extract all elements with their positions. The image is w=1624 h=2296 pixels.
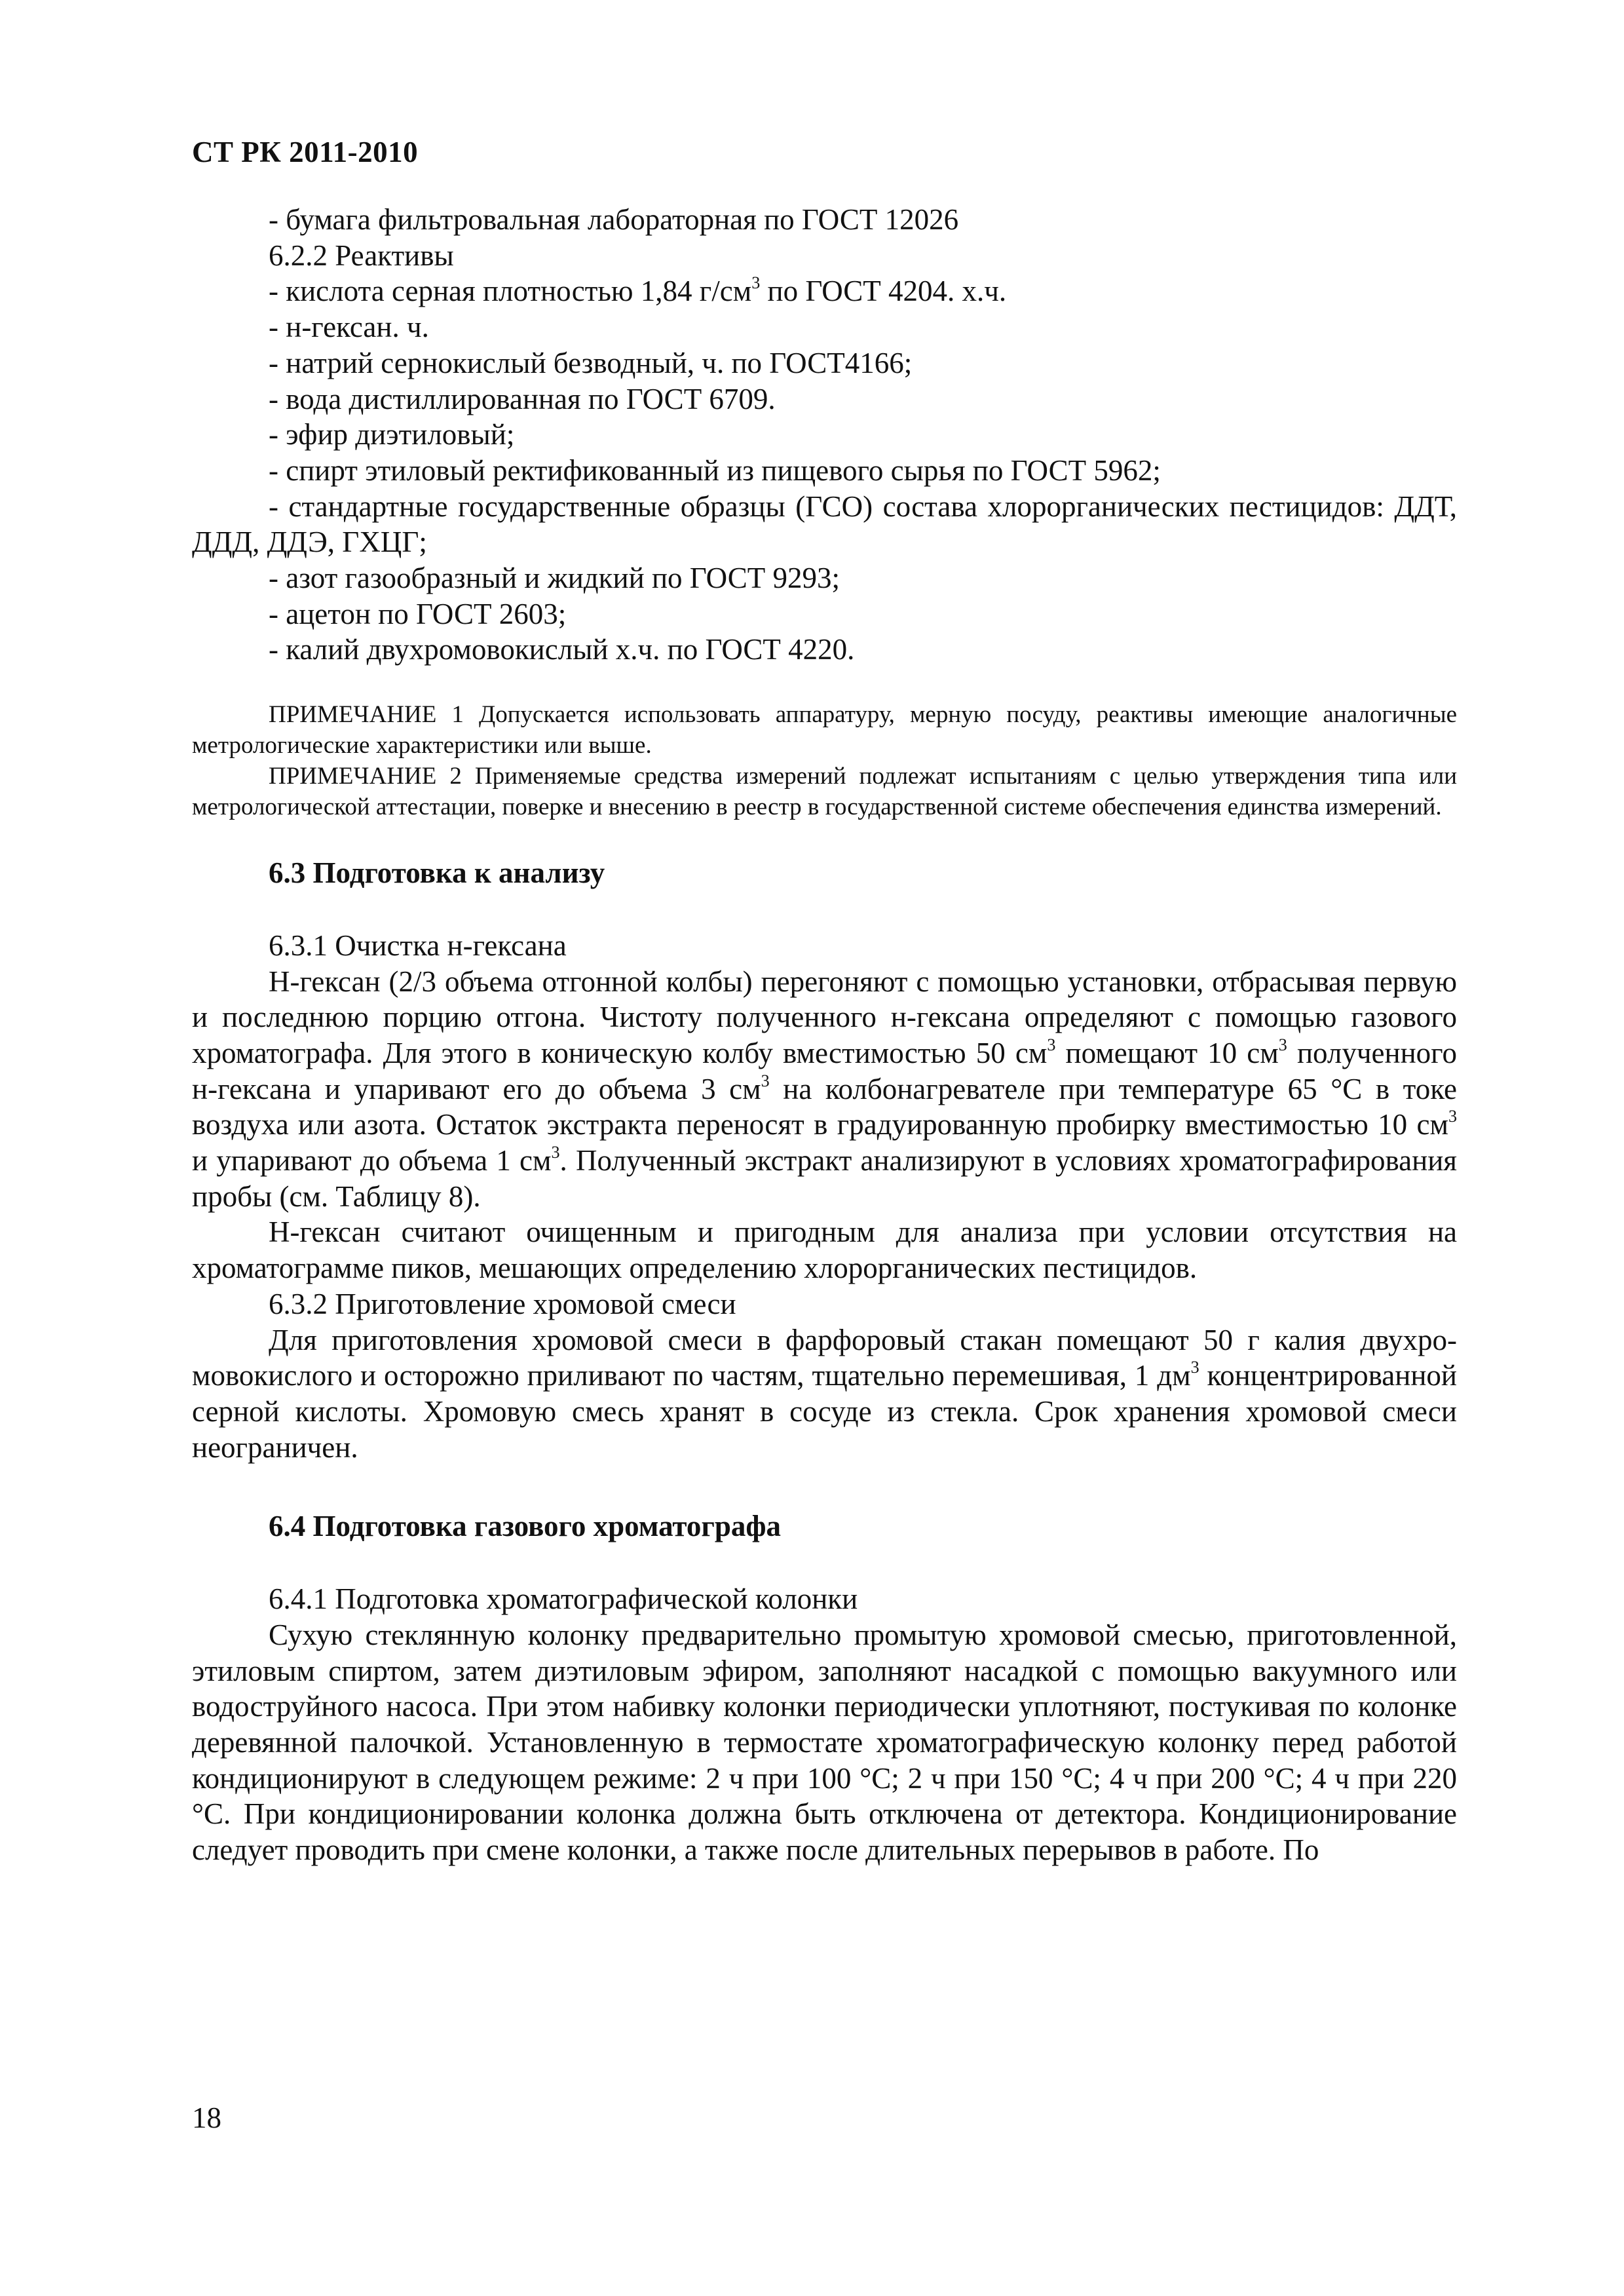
superscript: 3 <box>1278 1035 1287 1055</box>
page-number: 18 <box>192 2101 221 2134</box>
subsection-title-reagents: 6.2.2 Реактивы <box>269 239 454 272</box>
text-fragment: на колбонагревателе при температуре 65 °С в токе воздуха или азота. Остаток экстракта переносят в градуированную пробирку вместимостью 10 см <box>192 1072 1457 1141</box>
text-line: - эфир диэтиловый; <box>269 418 515 451</box>
paragraph: Н-гексан считают очищенным и пригодным для анализа при условии отсутствия на хроматограмме пиков, мешающих определению хлорорганических пестицидов. <box>192 1215 1457 1285</box>
subsection-title-6-3-2: 6.3.2 Приготовление хромовой смеси <box>269 1287 736 1320</box>
text-line: - вода дистиллированная по ГОСТ 6709. <box>269 382 776 415</box>
note-1: ПРИМЕЧАНИЕ 1 Допускается использовать аппаратуру, мерную посуду, реактивы имеющие аналогичные метрологические характеристики или выше. <box>192 701 1457 759</box>
text-fragment: по ГОСТ 4204. х.ч. <box>760 275 1007 308</box>
text-fragment: Для приготовления хромовой смеси в фарфоровый стакан помещают 50 г калия двухро-мовокислого и осторожно приливают по частям, тщательно перемешивая, 1 дм <box>192 1323 1457 1392</box>
superscript: 3 <box>751 273 761 293</box>
text-line: - спирт этиловый ректификованный из пищевого сырья по ГОСТ 5962; <box>269 453 1161 487</box>
text-line: - н-гексан. ч. <box>269 311 429 344</box>
subsection-title-6-3-1: 6.3.1 Очистка н-гексана <box>269 928 567 962</box>
paragraph <box>192 1322 1457 1466</box>
text-line: - калий двухромовокислый х.ч. по ГОСТ 4220. <box>269 633 855 666</box>
text-fragment: и упаривают до объема 1 см <box>192 1144 552 1177</box>
superscript: 3 <box>551 1143 560 1162</box>
superscript: 3 <box>761 1071 770 1090</box>
text-line: - азот газообразный и жидкий по ГОСТ 9293; <box>269 562 840 595</box>
text-fragment: Н-гексан (2/3 объема отгонной колбы) перегоняют с помощью установки, отбрасывая первую и последнюю порцию отгона. Чистоту полученного н-гексана определяют с помощью газового хроматографа. Для этого в коническую колбу вместимостью 50 см <box>192 965 1457 1069</box>
text-line: - бумага фильтровальная лабораторная по ГОСТ 12026 <box>269 203 959 236</box>
text-fragment: - кислота серная плотностью 1,84 г/см <box>269 275 752 308</box>
text-line <box>192 273 1457 309</box>
subsection-title-6-4-1: 6.4.1 Подготовка хроматографической колонки <box>269 1582 858 1616</box>
text-line: - натрий сернокислый безводный, ч. по ГОСТ4166; <box>269 346 913 379</box>
superscript: 3 <box>1448 1107 1457 1126</box>
page-body <box>192 202 1457 1868</box>
note-2: ПРИМЕЧАНИЕ 2 Применяемые средства измерений подлежат испытаниям с целью утверждения типа или метрологической аттестации, поверке и внесению в реестр в государственной системе обеспечения единства измерений. <box>192 763 1457 821</box>
text-fragment: . Полученный экстракт анализируют в условиях хроматографирования пробы (см. Таблицу 8). <box>192 1144 1458 1213</box>
document-code-header: СТ РК 2011-2010 <box>192 136 419 168</box>
paragraph <box>192 964 1457 1215</box>
paragraph: Сухую стеклянную колонку предварительно промытую хромовой смесью, приготовленной, этиловым спиртом, затем диэтиловым эфиром, заполняют насадкой с помощью вакуумного или водоструйного насоса. При этом набивку колонки периодически уплотняют, постукивая по колонке деревянной палочкой. Установленную в термостате хроматографическую колонку перед работой кондиционируют в следующем режиме: 2 ч при 100 °С; 2 ч при 150 °С; 4 ч при 200 °С; 4 ч при 220 °С. При кондиционировании колонка должна быть отключена от детектора. Кондиционирование следует проводить при смене колонки, а также после длительных перерывов в работе. По <box>192 1618 1457 1867</box>
section-heading-6-3: 6.3 Подготовка к анализу <box>269 856 605 890</box>
text-line: - стандартные государственные образцы (ГСО) состава хлорорганических пестицидов: ДДТ, ДДД, ДДЭ, ГХЦГ; <box>192 489 1457 559</box>
text-fragment: помещают 10 см <box>1055 1036 1279 1069</box>
superscript: 3 <box>1047 1035 1056 1055</box>
text-fragment: концентрированной серной кислоты. Хромовую смесь хранят в сосуде из стекла. Срок хранения хромовой смеси неограничен. <box>192 1359 1457 1464</box>
section-heading-6-4: 6.4 Подготовка газового хроматографа <box>269 1510 782 1543</box>
superscript: 3 <box>1190 1358 1199 1377</box>
text-fragment: полученного н-гексана и упаривают его до объема 3 см <box>192 1036 1457 1105</box>
text-line: - ацетон по ГОСТ 2603; <box>269 597 567 630</box>
